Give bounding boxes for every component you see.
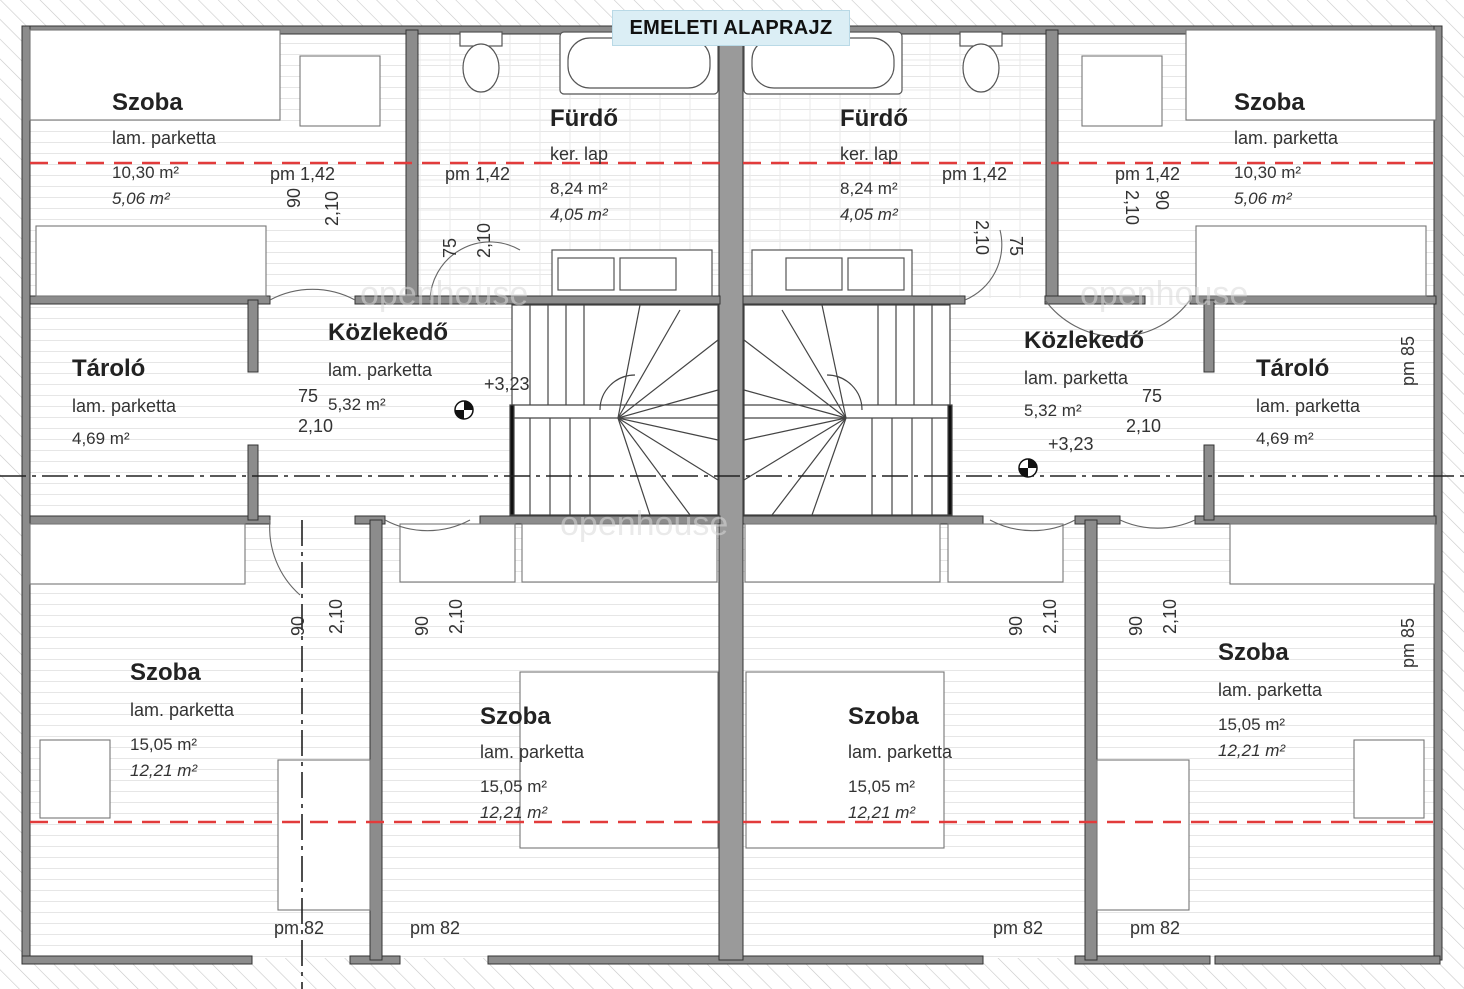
room-area: 10,30 m²: [1234, 163, 1302, 182]
dim-210: 2,10: [1160, 598, 1180, 634]
room-area-2: 4,05 m²: [840, 205, 898, 224]
room-area-2: 12,21 m²: [848, 803, 916, 822]
svg-text:openhouse: openhouse: [360, 275, 529, 313]
room-area: 5,32 m²: [1024, 401, 1082, 420]
dim-210: 2,10: [322, 190, 342, 226]
level-marker-right: [1019, 459, 1037, 477]
dim-pm85: pm 85: [1398, 617, 1418, 668]
room-material: lam. parketta: [130, 700, 235, 720]
room-material: lam. parketta: [1218, 680, 1323, 700]
dim-210: 2,10: [298, 416, 334, 436]
room-name: Szoba: [130, 659, 201, 686]
level-marker-left: [455, 401, 473, 419]
dim-pm142: pm 1,42: [270, 164, 336, 184]
dim-210: 2,10: [1126, 416, 1162, 436]
dim-90: 90: [412, 615, 432, 636]
room-material: ker. lap: [550, 144, 609, 164]
dim-pm142: pm 1,42: [942, 164, 1008, 184]
room-area-2: 12,21 m²: [480, 803, 548, 822]
dim-pm82: pm 82: [1130, 918, 1181, 938]
dim-210: 2,10: [1040, 598, 1060, 634]
dim-90: 90: [1126, 615, 1146, 636]
party-wall: [719, 30, 743, 960]
room-area-2: 5,06 m²: [112, 189, 170, 208]
room-name: Fürdő: [840, 105, 908, 132]
room-material: lam. parketta: [112, 128, 217, 148]
dim-pm142: pm 1,42: [445, 164, 511, 184]
dim-75: 75: [298, 386, 319, 406]
svg-text:openhouse: openhouse: [560, 505, 729, 543]
stair-left: [510, 305, 718, 515]
room-name: Tároló: [1256, 355, 1330, 382]
room-name: Szoba: [480, 703, 551, 730]
level-label: +3,23: [484, 374, 530, 394]
dim-210: 2,10: [1122, 190, 1142, 226]
sinks-left: [552, 250, 712, 296]
dim-90: 90: [288, 615, 308, 636]
room-area-2: 12,21 m²: [1218, 741, 1286, 760]
dim-75: 75: [440, 237, 460, 258]
room-area: 15,05 m²: [480, 777, 548, 796]
room-area-2: 12,21 m²: [130, 761, 198, 780]
room-material: lam. parketta: [72, 396, 177, 416]
room-material: lam. parketta: [1256, 396, 1361, 416]
room-material: lam. parketta: [328, 360, 433, 380]
level-label: +3,23: [1048, 434, 1094, 454]
dim-210: 2,10: [326, 598, 346, 634]
toilet-right: [960, 32, 1002, 92]
room-area: 15,05 m²: [848, 777, 916, 796]
room-name: Fürdő: [550, 105, 618, 132]
dim-pm82: pm 82: [274, 918, 325, 938]
room-area-2: 4,05 m²: [550, 205, 608, 224]
sinks-right: [752, 250, 912, 296]
room-area-2: 5,06 m²: [1234, 189, 1292, 208]
stair-right: [744, 305, 952, 515]
room-area: 4,69 m²: [1256, 429, 1314, 448]
room-name: Tároló: [72, 355, 146, 382]
dim-75: 75: [1006, 236, 1026, 257]
toilet-left: [460, 32, 502, 92]
dim-75: 75: [1142, 386, 1163, 406]
room-name: Közlekedő: [1024, 327, 1145, 354]
room-area: 5,32 m²: [328, 395, 386, 414]
room-area: 15,05 m²: [130, 735, 198, 754]
dim-pm142: pm 1,42: [1115, 164, 1181, 184]
room-area: 4,69 m²: [72, 429, 130, 448]
svg-text:openhouse: openhouse: [1080, 275, 1249, 313]
dim-90: 90: [1152, 190, 1172, 211]
room-name: Közlekedő: [328, 319, 449, 346]
room-material: lam. parketta: [1234, 128, 1339, 148]
room-name: Szoba: [1234, 89, 1305, 116]
dim-pm82: pm 82: [410, 918, 461, 938]
plan-title: EMELETI ALAPRAJZ: [612, 10, 850, 46]
dim-pm82: pm 82: [993, 918, 1044, 938]
dim-pm85: pm 85: [1398, 335, 1418, 386]
room-area: 8,24 m²: [840, 179, 898, 198]
dim-210: 2,10: [972, 220, 992, 256]
room-area: 8,24 m²: [550, 179, 608, 198]
room-name: Szoba: [1218, 639, 1289, 666]
dim-90: 90: [1006, 615, 1026, 636]
room-material: ker. lap: [840, 144, 899, 164]
dim-90: 90: [284, 187, 304, 208]
dim-210: 2,10: [474, 222, 494, 258]
room-material: lam. parketta: [480, 742, 585, 762]
room-material: lam. parketta: [1024, 368, 1129, 388]
dim-210: 2,10: [446, 598, 466, 634]
room-area: 10,30 m²: [112, 163, 180, 182]
room-name: Szoba: [848, 703, 919, 730]
room-area: 15,05 m²: [1218, 715, 1286, 734]
room-material: lam. parketta: [848, 742, 953, 762]
room-name: Szoba: [112, 89, 183, 116]
